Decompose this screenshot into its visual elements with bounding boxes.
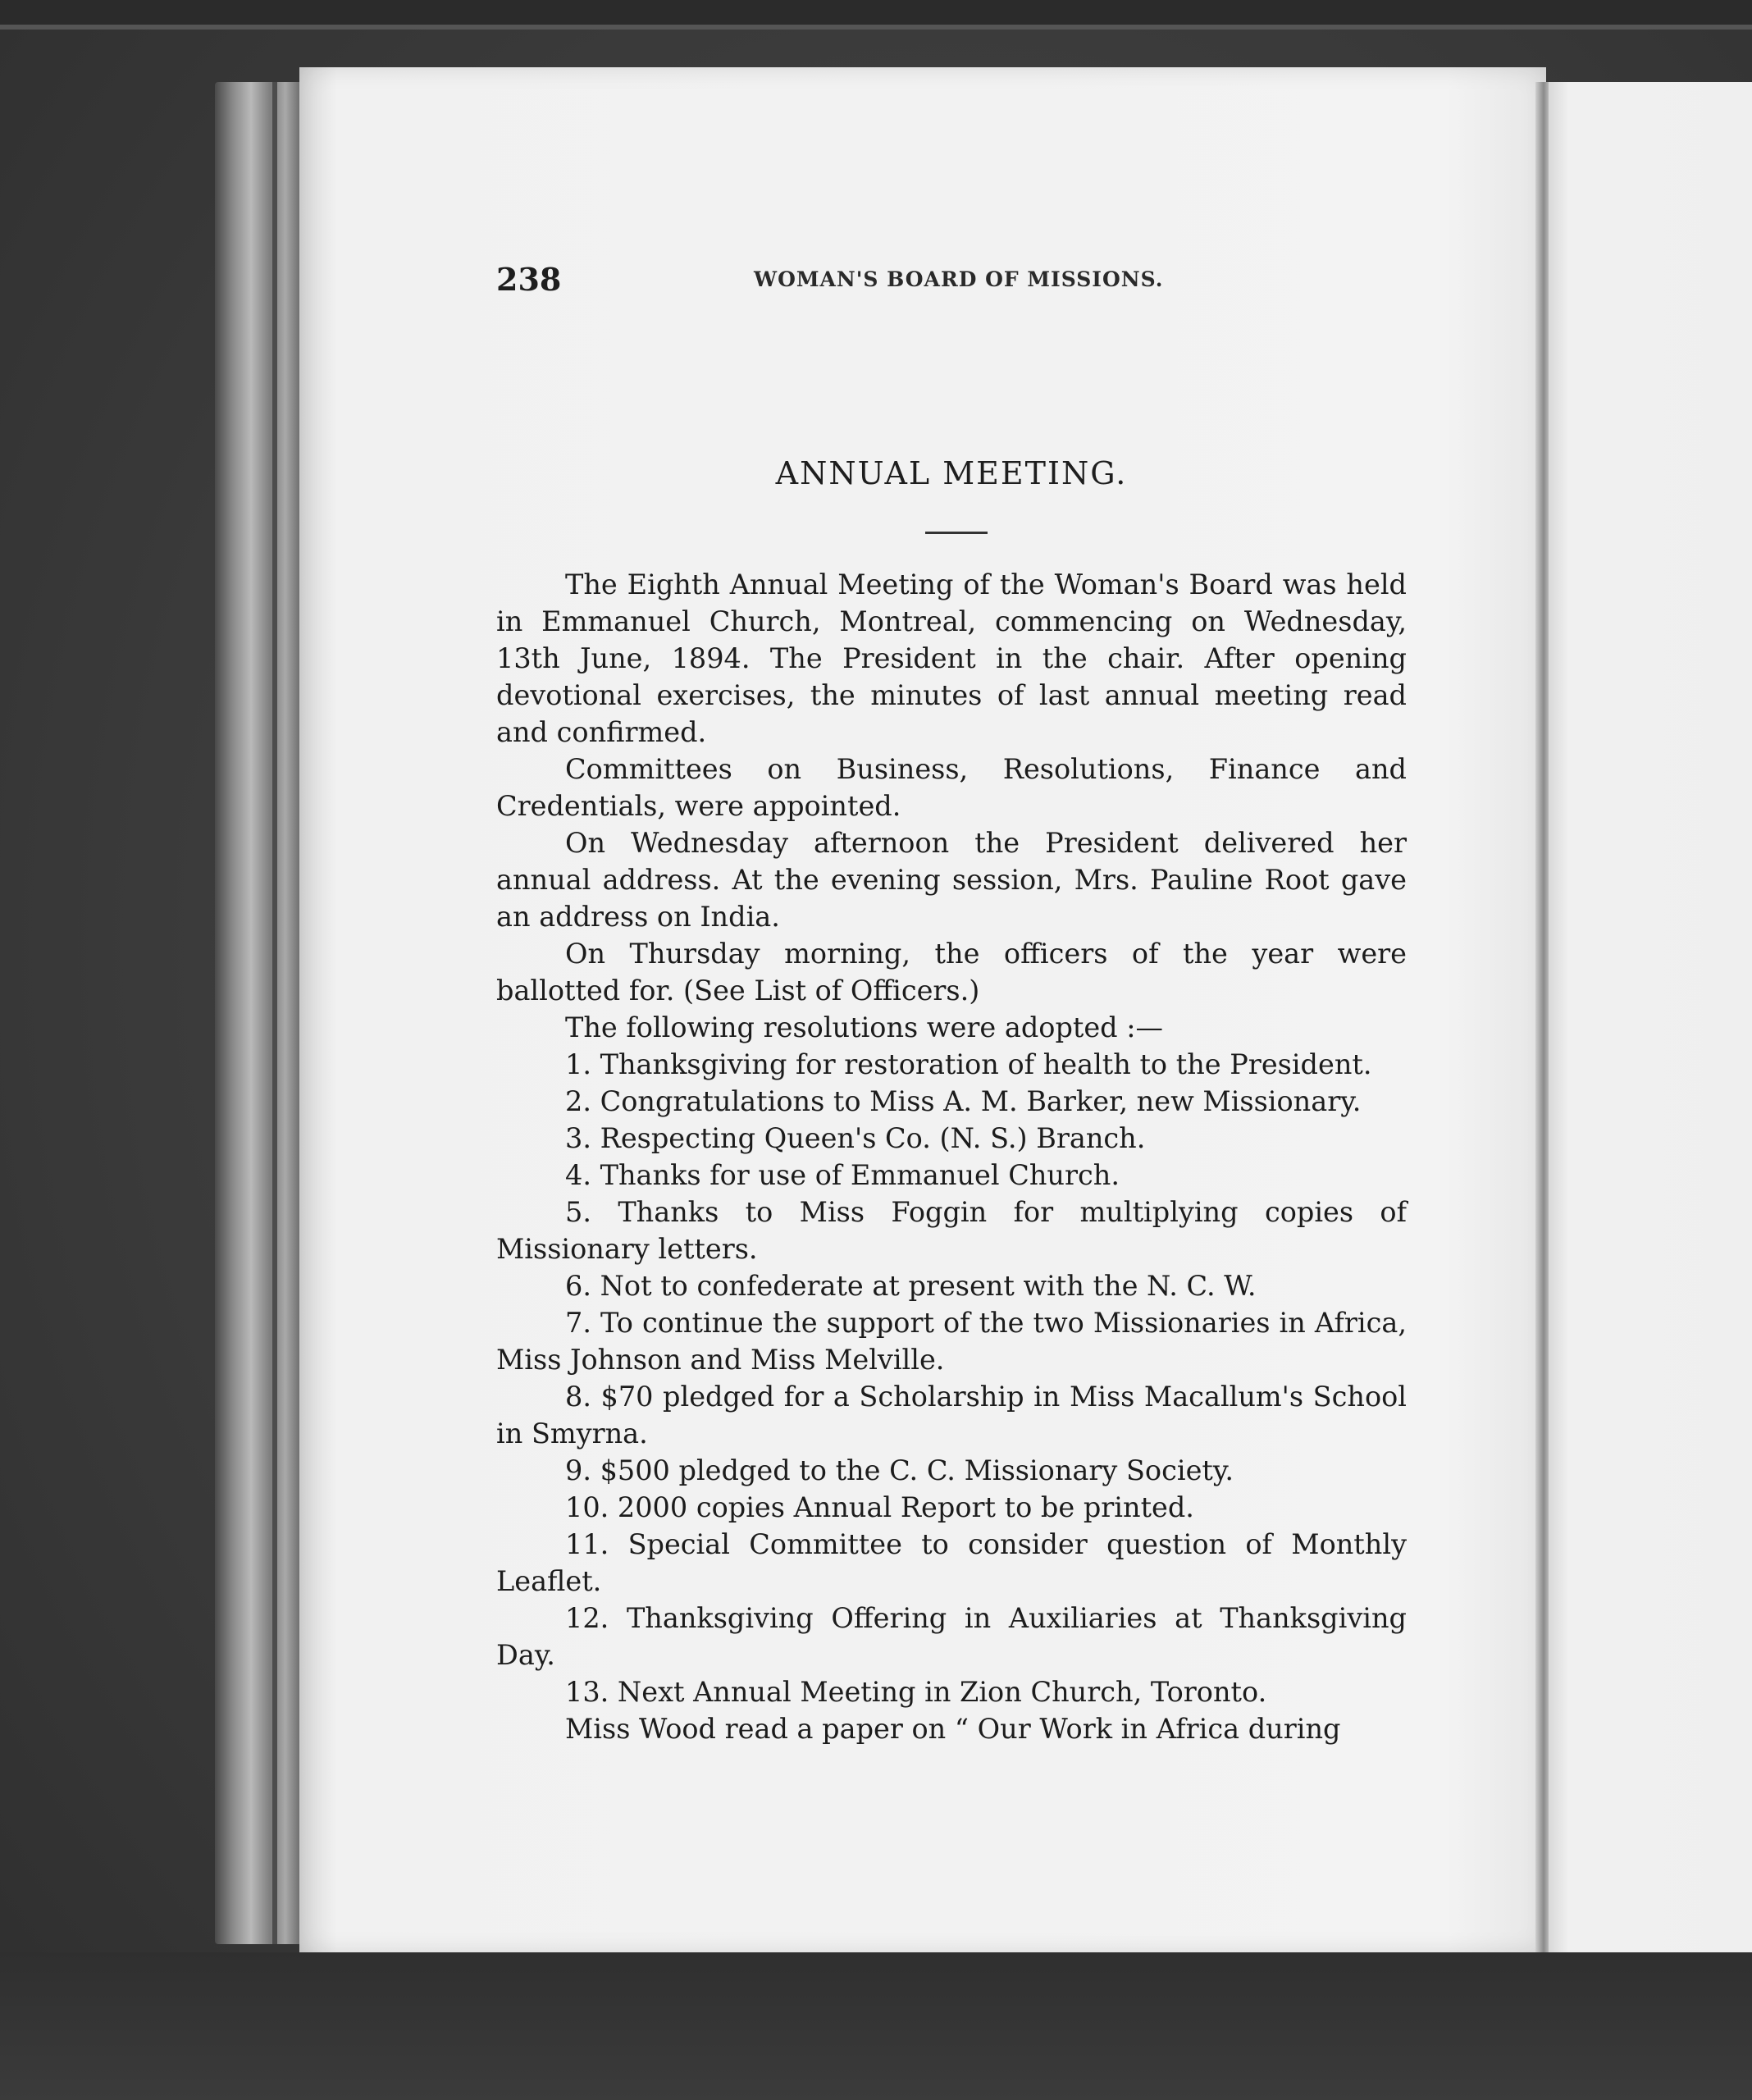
right-page bbox=[1549, 82, 1752, 1969]
resolution-item: 7. To continue the support of the two Missionaries in Africa, Miss Johnson and Miss Melville. bbox=[496, 1307, 1407, 1376]
resolution-item: 8. $70 pledged for a Scholarship in Miss Macallum's School in Smyrna. bbox=[496, 1381, 1407, 1449]
scan-top-border bbox=[0, 0, 1752, 30]
running-title: WOMAN'S BOARD OF MISSIONS. bbox=[754, 267, 1164, 291]
paragraph-wednesday: On Wednesday afternoon the President delivered her annual address. At the evening session, Mrs. Pauline Root gave an address on India. bbox=[496, 827, 1407, 933]
resolution-item: 10. 2000 copies Annual Report to be printed. bbox=[565, 1491, 1194, 1523]
paragraph-resolutions-intro: The following resolutions were adopted :— bbox=[565, 1011, 1164, 1043]
running-header bbox=[496, 261, 1407, 302]
resolution-item: 3. Respecting Queen's Co. (N. S.) Branch. bbox=[565, 1122, 1146, 1154]
resolution-item: 4. Thanks for use of Emmanuel Church. bbox=[565, 1159, 1120, 1191]
resolution-item: 12. Thanksgiving Offering in Auxiliaries at Thanksgiving Day. bbox=[496, 1602, 1407, 1671]
paragraph-committees: Committees on Business, Resolutions, Finance and Credentials, were appointed. bbox=[496, 753, 1407, 822]
paragraph-miss-wood: Miss Wood read a paper on “ Our Work in Africa during bbox=[565, 1713, 1341, 1745]
resolution-item: 9. $500 pledged to the C. C. Missionary Society. bbox=[565, 1454, 1234, 1486]
section-title: ANNUAL MEETING. bbox=[775, 455, 1128, 491]
body-text bbox=[496, 566, 1407, 1747]
resolution-item: 6. Not to confederate at present with the N. C. W. bbox=[565, 1270, 1257, 1302]
book-page-edges bbox=[215, 82, 305, 1944]
scan-bottom-border bbox=[0, 1952, 1752, 2100]
resolution-item: 2. Congratulations to Miss A. M. Barker, new Missionary. bbox=[565, 1085, 1362, 1117]
page-number: 238 bbox=[496, 261, 562, 298]
resolution-item: 11. Special Committee to consider question of Monthly Leaflet. bbox=[496, 1528, 1407, 1597]
resolution-item: 1. Thanksgiving for restoration of health to the President. bbox=[565, 1048, 1372, 1080]
title-rule bbox=[925, 532, 988, 534]
paragraph-thursday: On Thursday morning, the officers of the year were ballotted for. (See List of Officers.) bbox=[496, 938, 1407, 1007]
resolution-item: 5. Thanks to Miss Foggin for multiplying copies of Missionary letters. bbox=[496, 1196, 1407, 1265]
paragraph-opening: The Eighth Annual Meeting of the Woman's Board was held in Emmanuel Church, Montreal, commencing on Wednesday, 13th June, 1894. The President in the chair. After opening devotional exercises, the minutes of last annual meeting read and confirmed. bbox=[496, 568, 1407, 748]
resolution-item: 13. Next Annual Meeting in Zion Church, Toronto. bbox=[565, 1676, 1267, 1708]
